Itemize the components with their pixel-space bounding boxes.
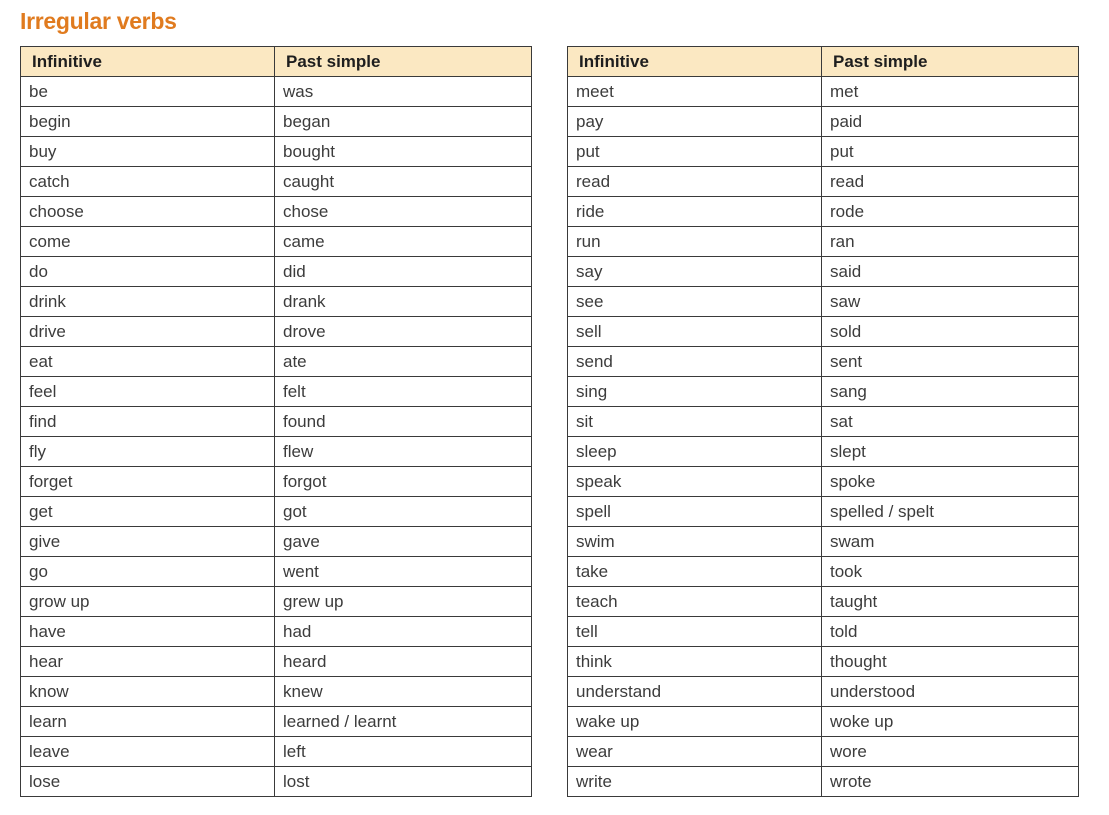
infinitive-cell: do bbox=[21, 257, 275, 287]
past-simple-cell: went bbox=[275, 557, 532, 587]
infinitive-cell: put bbox=[568, 137, 822, 167]
table-row bbox=[568, 347, 1079, 377]
past-simple-cell: was bbox=[275, 77, 532, 107]
table-row bbox=[568, 467, 1079, 497]
infinitive-cell: have bbox=[21, 617, 275, 647]
infinitive-cell: understand bbox=[568, 677, 822, 707]
table-row bbox=[21, 227, 532, 257]
infinitive-cell: swim bbox=[568, 527, 822, 557]
past-simple-cell: wrote bbox=[822, 767, 1079, 797]
past-simple-cell: got bbox=[275, 497, 532, 527]
infinitive-cell: grow up bbox=[21, 587, 275, 617]
table-row bbox=[21, 767, 532, 797]
infinitive-cell: meet bbox=[568, 77, 822, 107]
infinitive-cell: sleep bbox=[568, 437, 822, 467]
infinitive-cell: teach bbox=[568, 587, 822, 617]
table-row bbox=[568, 737, 1079, 767]
past-simple-cell: drank bbox=[275, 287, 532, 317]
past-simple-cell: gave bbox=[275, 527, 532, 557]
past-simple-cell: sang bbox=[822, 377, 1079, 407]
table-row bbox=[568, 677, 1079, 707]
past-simple-cell: understood bbox=[822, 677, 1079, 707]
infinitive-cell: buy bbox=[21, 137, 275, 167]
infinitive-cell: find bbox=[21, 407, 275, 437]
past-simple-cell: began bbox=[275, 107, 532, 137]
table-row bbox=[568, 257, 1079, 287]
infinitive-cell: sell bbox=[568, 317, 822, 347]
table-row bbox=[21, 527, 532, 557]
past-simple-cell: caught bbox=[275, 167, 532, 197]
past-simple-cell: knew bbox=[275, 677, 532, 707]
table-row bbox=[21, 707, 532, 737]
table-row bbox=[21, 497, 532, 527]
table-row bbox=[568, 77, 1079, 107]
table-row bbox=[21, 107, 532, 137]
table-row bbox=[568, 377, 1079, 407]
past-simple-cell: rode bbox=[822, 197, 1079, 227]
table-row bbox=[568, 167, 1079, 197]
infinitive-cell: see bbox=[568, 287, 822, 317]
past-simple-cell: learned / learnt bbox=[275, 707, 532, 737]
past-simple-cell: saw bbox=[822, 287, 1079, 317]
infinitive-cell: go bbox=[21, 557, 275, 587]
table-row bbox=[568, 317, 1079, 347]
past-simple-cell: came bbox=[275, 227, 532, 257]
table-row bbox=[568, 437, 1079, 467]
table-row bbox=[21, 77, 532, 107]
infinitive-cell: say bbox=[568, 257, 822, 287]
past-simple-cell: forgot bbox=[275, 467, 532, 497]
infinitive-cell: give bbox=[21, 527, 275, 557]
past-simple-cell: sat bbox=[822, 407, 1079, 437]
table-row bbox=[568, 557, 1079, 587]
infinitive-cell: leave bbox=[21, 737, 275, 767]
table-row bbox=[568, 767, 1079, 797]
table-row bbox=[21, 167, 532, 197]
infinitive-cell: wear bbox=[568, 737, 822, 767]
table-row bbox=[21, 557, 532, 587]
past-simple-cell: slept bbox=[822, 437, 1079, 467]
table-row bbox=[21, 377, 532, 407]
past-simple-cell: ran bbox=[822, 227, 1079, 257]
past-simple-cell: took bbox=[822, 557, 1079, 587]
past-simple-cell: paid bbox=[822, 107, 1079, 137]
header-row bbox=[568, 47, 1079, 77]
verb-table-right bbox=[567, 46, 1079, 797]
past-simple-cell: had bbox=[275, 617, 532, 647]
infinitive-cell: tell bbox=[568, 617, 822, 647]
past-simple-cell: met bbox=[822, 77, 1079, 107]
table-row bbox=[568, 707, 1079, 737]
past-simple-cell: taught bbox=[822, 587, 1079, 617]
past-simple-cell: sold bbox=[822, 317, 1079, 347]
past-simple-cell: chose bbox=[275, 197, 532, 227]
past-simple-cell: read bbox=[822, 167, 1079, 197]
table-row bbox=[568, 647, 1079, 677]
table-row bbox=[568, 137, 1079, 167]
past-simple-cell: lost bbox=[275, 767, 532, 797]
table-row bbox=[568, 497, 1079, 527]
table-row bbox=[568, 587, 1079, 617]
header-row bbox=[21, 47, 532, 77]
infinitive-cell: run bbox=[568, 227, 822, 257]
table-row bbox=[21, 677, 532, 707]
infinitive-cell: lose bbox=[21, 767, 275, 797]
table-row bbox=[21, 737, 532, 767]
past-simple-cell: grew up bbox=[275, 587, 532, 617]
infinitive-cell: send bbox=[568, 347, 822, 377]
infinitive-cell: feel bbox=[21, 377, 275, 407]
infinitive-cell: spell bbox=[568, 497, 822, 527]
table-row bbox=[568, 617, 1079, 647]
table-row bbox=[568, 227, 1079, 257]
table-row bbox=[21, 347, 532, 377]
past-simple-cell: swam bbox=[822, 527, 1079, 557]
table-row bbox=[21, 437, 532, 467]
table-row bbox=[21, 137, 532, 167]
table-row bbox=[21, 617, 532, 647]
infinitive-cell: think bbox=[568, 647, 822, 677]
past-simple-cell: found bbox=[275, 407, 532, 437]
infinitive-cell: drive bbox=[21, 317, 275, 347]
infinitive-cell: eat bbox=[21, 347, 275, 377]
table-row bbox=[568, 107, 1079, 137]
infinitive-cell: catch bbox=[21, 167, 275, 197]
infinitive-cell: forget bbox=[21, 467, 275, 497]
infinitive-cell: fly bbox=[21, 437, 275, 467]
column-header-infinitive: Infinitive bbox=[568, 47, 822, 77]
table-row bbox=[568, 287, 1079, 317]
table-row bbox=[568, 407, 1079, 437]
infinitive-cell: take bbox=[568, 557, 822, 587]
infinitive-cell: read bbox=[568, 167, 822, 197]
infinitive-cell: sit bbox=[568, 407, 822, 437]
table-row bbox=[21, 407, 532, 437]
page-title: Irregular verbs bbox=[20, 8, 177, 34]
infinitive-cell: ride bbox=[568, 197, 822, 227]
infinitive-cell: sing bbox=[568, 377, 822, 407]
past-simple-cell: spelled / spelt bbox=[822, 497, 1079, 527]
infinitive-cell: be bbox=[21, 77, 275, 107]
infinitive-cell: choose bbox=[21, 197, 275, 227]
infinitive-cell: get bbox=[21, 497, 275, 527]
table-row bbox=[21, 257, 532, 287]
past-simple-cell: woke up bbox=[822, 707, 1079, 737]
past-simple-cell: ate bbox=[275, 347, 532, 377]
past-simple-cell: sent bbox=[822, 347, 1079, 377]
infinitive-cell: drink bbox=[21, 287, 275, 317]
past-simple-cell: spoke bbox=[822, 467, 1079, 497]
past-simple-cell: bought bbox=[275, 137, 532, 167]
past-simple-cell: put bbox=[822, 137, 1079, 167]
infinitive-cell: pay bbox=[568, 107, 822, 137]
table-row bbox=[21, 647, 532, 677]
table-row bbox=[21, 287, 532, 317]
past-simple-cell: thought bbox=[822, 647, 1079, 677]
past-simple-cell: left bbox=[275, 737, 532, 767]
infinitive-cell: begin bbox=[21, 107, 275, 137]
verb-table-left-body bbox=[21, 77, 532, 797]
column-header-infinitive: Infinitive bbox=[21, 47, 275, 77]
past-simple-cell: told bbox=[822, 617, 1079, 647]
table-row bbox=[21, 467, 532, 497]
table-row bbox=[21, 587, 532, 617]
infinitive-cell: know bbox=[21, 677, 275, 707]
infinitive-cell: wake up bbox=[568, 707, 822, 737]
infinitive-cell: write bbox=[568, 767, 822, 797]
verb-table-right-body bbox=[568, 77, 1079, 797]
past-simple-cell: heard bbox=[275, 647, 532, 677]
past-simple-cell: said bbox=[822, 257, 1079, 287]
past-simple-cell: did bbox=[275, 257, 532, 287]
table-row bbox=[568, 527, 1079, 557]
past-simple-cell: drove bbox=[275, 317, 532, 347]
past-simple-cell: wore bbox=[822, 737, 1079, 767]
table-row bbox=[568, 197, 1079, 227]
infinitive-cell: come bbox=[21, 227, 275, 257]
infinitive-cell: hear bbox=[21, 647, 275, 677]
infinitive-cell: learn bbox=[21, 707, 275, 737]
verb-table-left bbox=[20, 46, 532, 797]
column-header-past-simple: Past simple bbox=[275, 47, 532, 77]
table-row bbox=[21, 197, 532, 227]
past-simple-cell: felt bbox=[275, 377, 532, 407]
past-simple-cell: flew bbox=[275, 437, 532, 467]
column-header-past-simple: Past simple bbox=[822, 47, 1079, 77]
infinitive-cell: speak bbox=[568, 467, 822, 497]
table-row bbox=[21, 317, 532, 347]
